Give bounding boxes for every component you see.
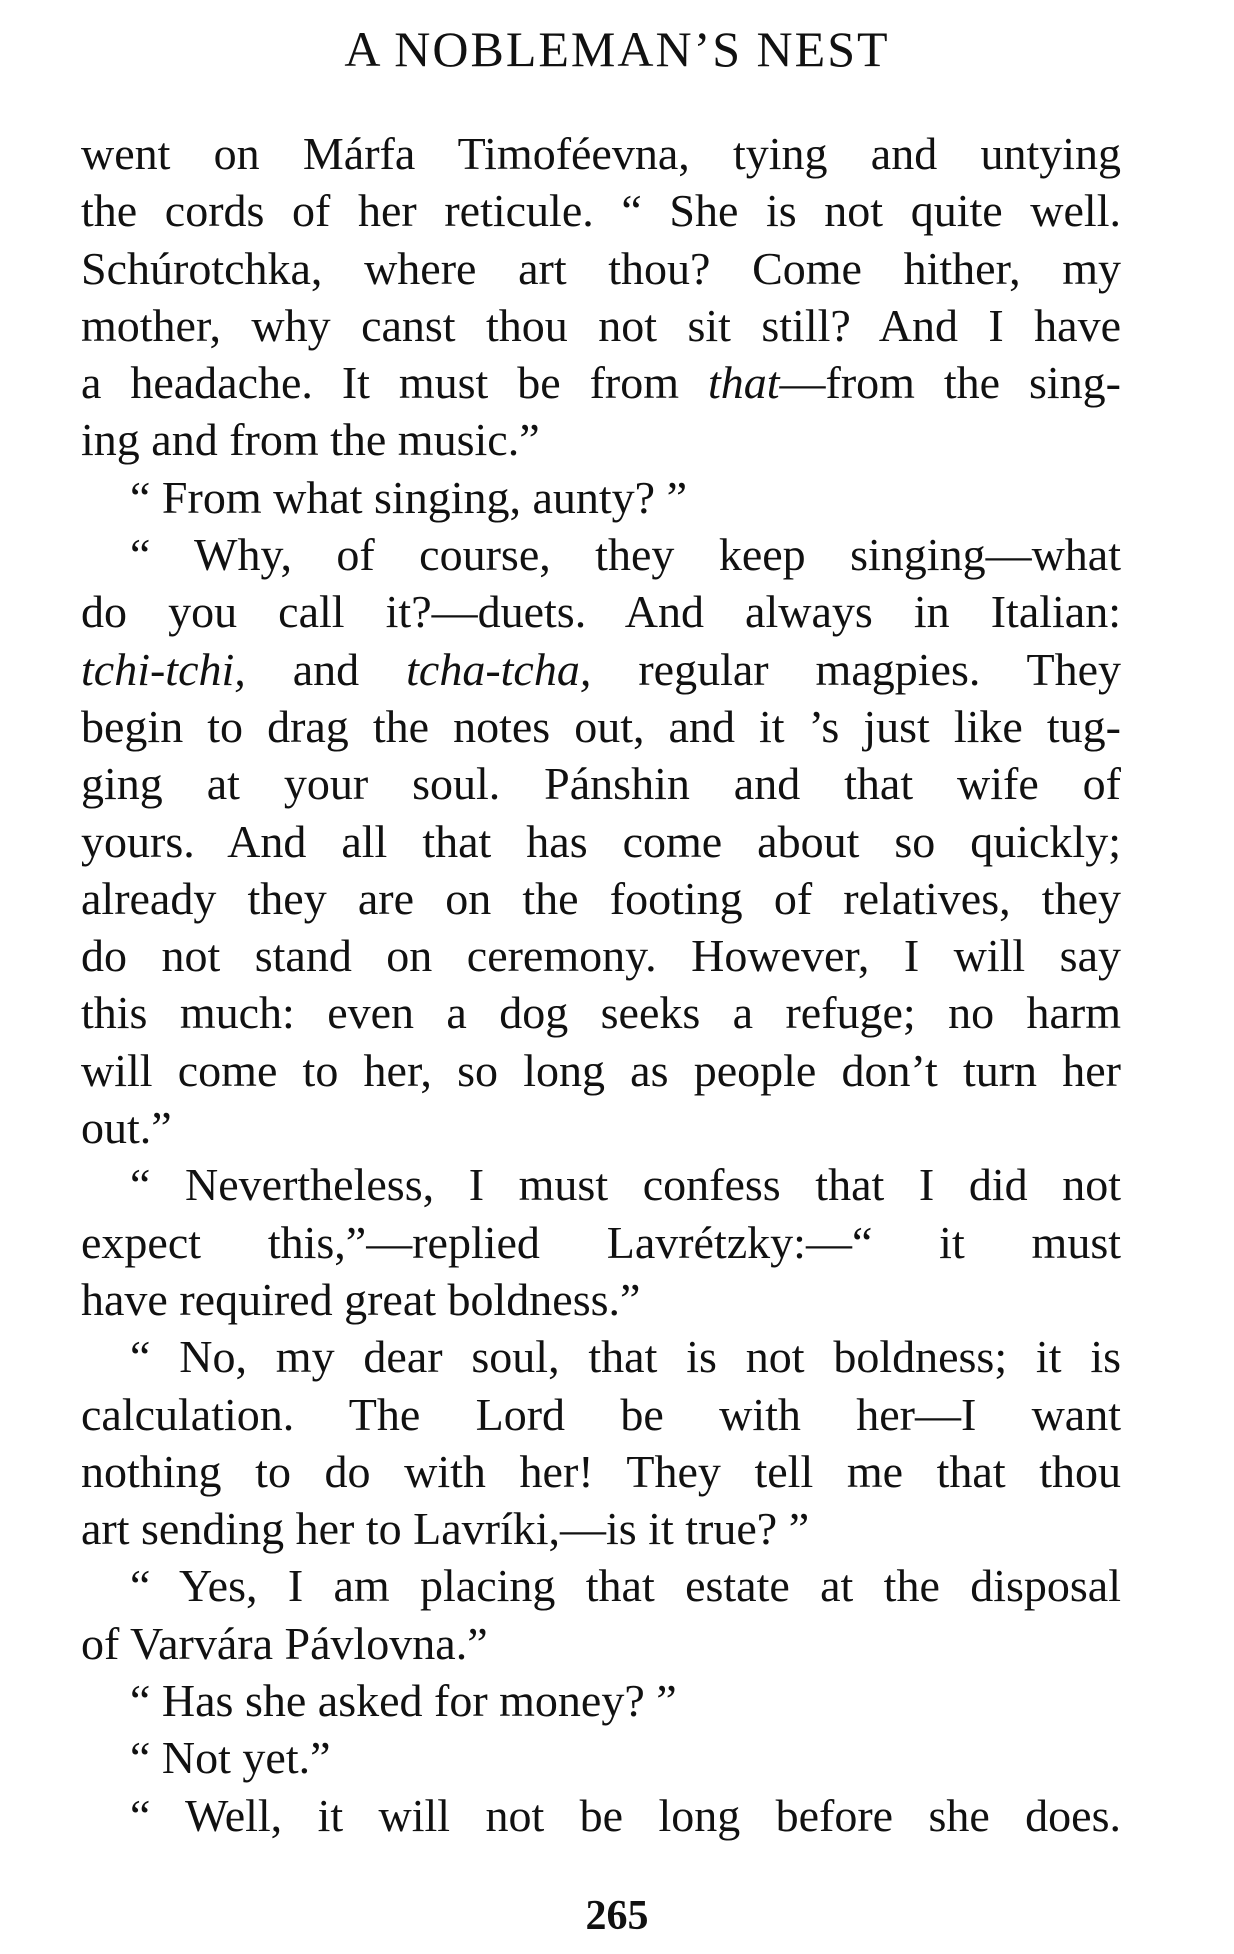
- text-line: [81, 698, 1121, 755]
- text-segment: mother, why canst thou not sit still? And I have: [81, 299, 1121, 351]
- text-segment: “ Nevertheless, I must confess that I did not: [130, 1159, 1121, 1211]
- text-line: [81, 1729, 1121, 1786]
- text-segment: “ Yes, I am placing that estate at the disposal: [130, 1560, 1121, 1612]
- text-line: [81, 1214, 1121, 1271]
- text-segment: ging at your soul. Pánshin and that wife of: [81, 758, 1121, 810]
- text-line: [81, 125, 1121, 182]
- text-line: [81, 927, 1121, 984]
- text-segment: do not stand on ceremony. However, I will say: [81, 930, 1121, 982]
- text-segment: a headache. It must be from: [81, 357, 708, 409]
- text-segment: ing and from the music.”: [81, 414, 540, 466]
- text-segment: the cords of her reticule. “ She is not quite well.: [81, 185, 1121, 237]
- italic-emphasis: tcha-tcha,: [406, 643, 592, 695]
- text-line: [81, 583, 1121, 640]
- text-segment: —from the sing-: [779, 357, 1121, 409]
- text-line: [81, 240, 1121, 297]
- text-line: [81, 641, 1121, 698]
- text-line: [81, 1557, 1121, 1614]
- text-line: [81, 1672, 1121, 1729]
- text-line: [81, 354, 1121, 411]
- text-segment: “ From what singing, aunty? ”: [130, 471, 688, 523]
- italic-emphasis: that: [707, 357, 780, 409]
- running-head: A NOBLEMAN’S NEST: [344, 21, 890, 77]
- text-segment: “ No, my dear soul, that is not boldness; it is: [130, 1331, 1121, 1383]
- text-segment: regular magpies. They: [591, 643, 1121, 695]
- text-segment: went on Márfa Timoféevna, tying and untying: [81, 128, 1121, 179]
- text-line: [81, 1615, 1121, 1672]
- text-segment: calculation. The Lord be with her—I want: [81, 1388, 1121, 1440]
- text-line: [81, 1500, 1121, 1557]
- text-segment: already they are on the footing of relatives, they: [81, 872, 1121, 924]
- text-line: [81, 469, 1121, 526]
- text-line: [81, 297, 1121, 354]
- text-segment: “ Well, it will not be long before she does.: [130, 1789, 1121, 1841]
- text-segment: art sending her to Lavríki,—is it true? ”: [81, 1503, 810, 1555]
- text-line: [81, 1099, 1121, 1156]
- text-segment: yours. And all that has come about so quickly;: [81, 815, 1121, 867]
- text-line: [81, 1386, 1121, 1443]
- text-segment: have required great boldness.”: [81, 1273, 641, 1325]
- text-segment: do you call it?—duets. And always in Italian:: [81, 586, 1121, 638]
- text-line: [81, 870, 1121, 927]
- body-text: [81, 125, 1121, 1844]
- text-segment: Schúrotchka, where art thou? Come hither, my: [81, 242, 1121, 294]
- text-segment: expect this,”—replied Lavrétzky:—“ it must: [81, 1216, 1121, 1268]
- text-line: [81, 813, 1121, 870]
- text-line: [81, 984, 1121, 1041]
- text-line: [81, 1787, 1121, 1844]
- text-line: [81, 1042, 1121, 1099]
- text-segment: will come to her, so long as people don’t turn her: [81, 1044, 1121, 1096]
- text-line: [81, 411, 1121, 468]
- text-segment: and: [245, 643, 407, 695]
- text-segment: begin to drag the notes out, and it ’s just like tug-: [81, 700, 1121, 752]
- text-segment: “ Has she asked for money? ”: [130, 1675, 677, 1727]
- text-segment: this much: even a dog seeks a refuge; no harm: [81, 987, 1121, 1039]
- text-line: [81, 1328, 1121, 1385]
- text-segment: “ Why, of course, they keep singing—what: [130, 529, 1121, 581]
- page-number: 265: [585, 1893, 649, 1939]
- text-line: [81, 526, 1121, 583]
- text-segment: out.”: [81, 1102, 172, 1154]
- text-line: [81, 1156, 1121, 1213]
- text-line: [81, 755, 1121, 812]
- text-segment: “ Not yet.”: [130, 1732, 331, 1784]
- text-line: [81, 1443, 1121, 1500]
- text-segment: nothing to do with her! They tell me that thou: [81, 1445, 1121, 1497]
- text-line: [81, 1271, 1121, 1328]
- text-segment: of Varvára Pávlovna.”: [81, 1617, 488, 1669]
- text-line: [81, 182, 1121, 239]
- italic-emphasis: tchi-tchi,: [81, 643, 246, 695]
